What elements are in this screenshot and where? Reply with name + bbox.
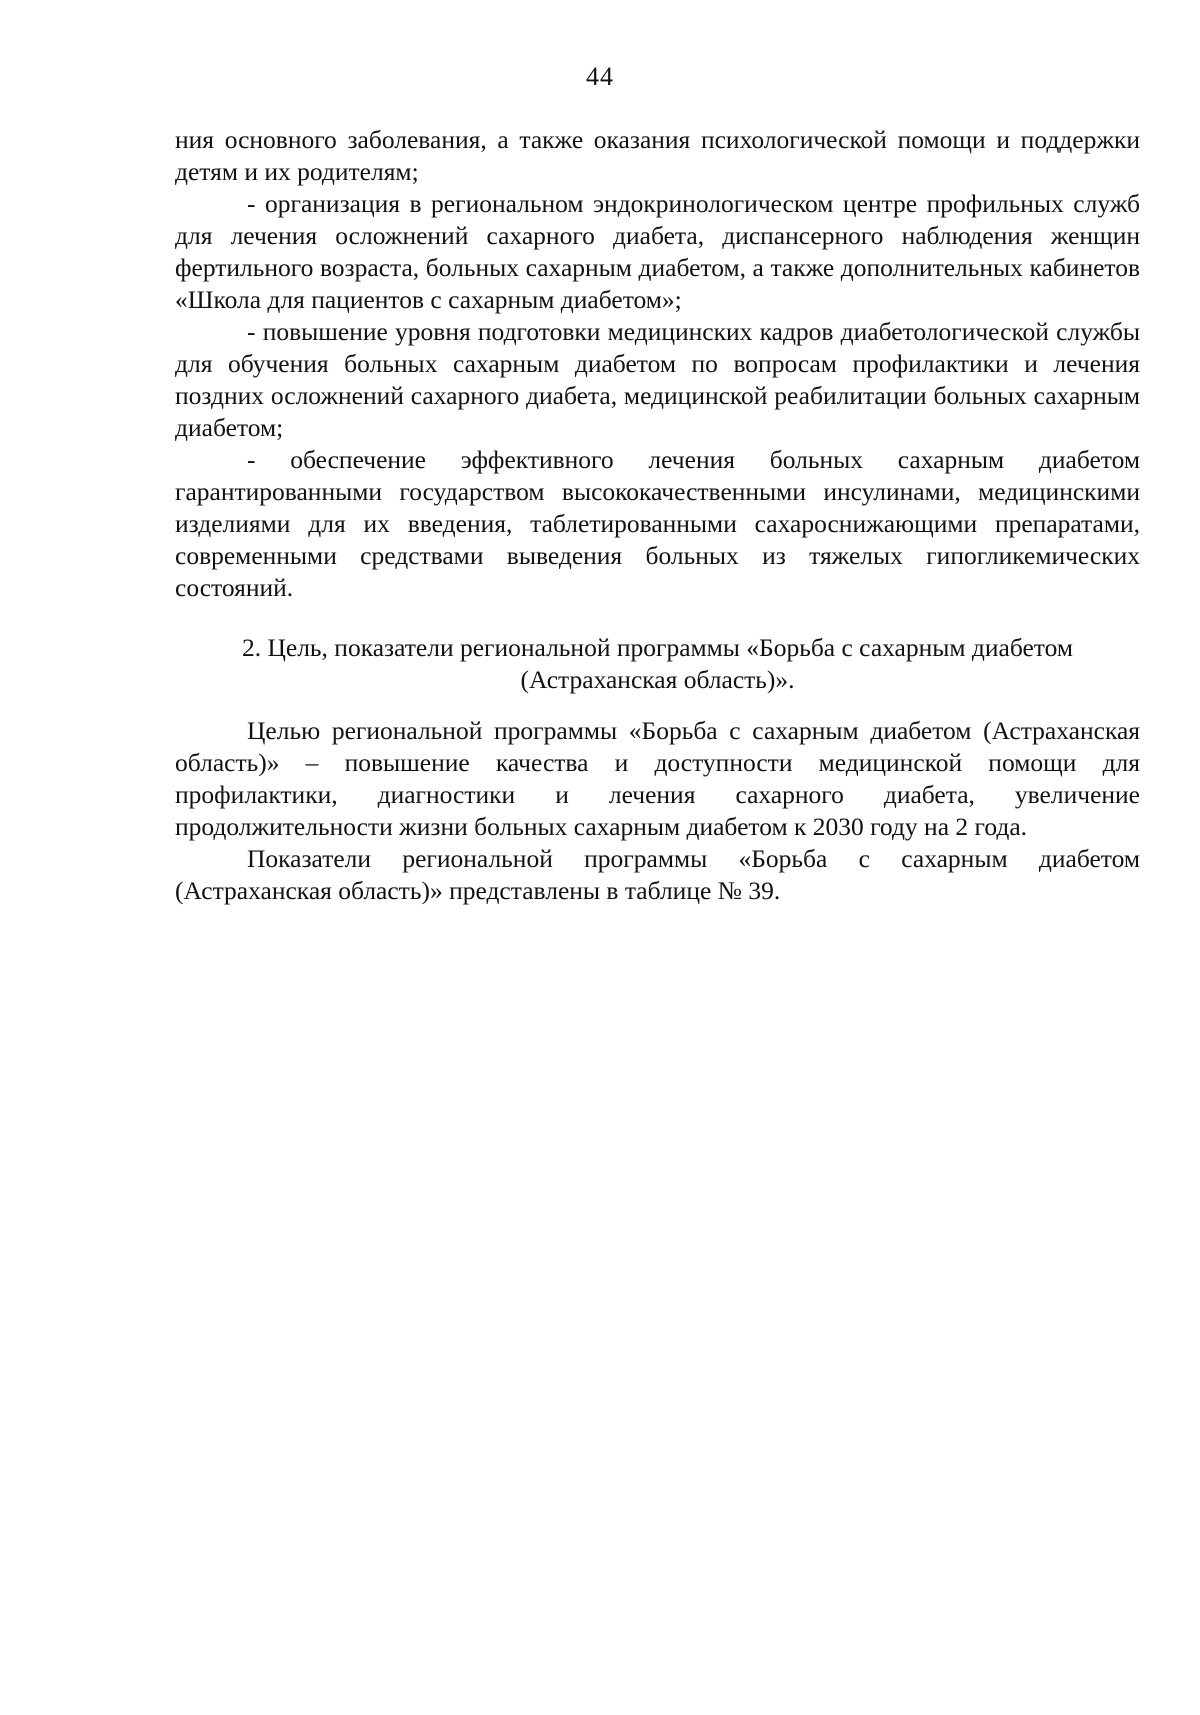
paragraph-goal: Целью региональной программы «Борьба с сахарным диабетом (Астраханская область)» – повышение качества и доступности медицинской помощи для профилактики, диагностики и лечения сахарного диабета, увеличение продолжительности жизни больных сахарным диабетом к 2030 году на 2 года. <box>175 716 1140 841</box>
section-heading <box>175 632 1140 696</box>
paragraph-list-item: - обеспечение эффективного лечения больных сахарным диабетом гарантированными государством высококачественными инсулинами, медицинскими изделиями для их введения, таблетированными сахароснижающими препаратами, современными средствами выведения больных из тяжелых гипогликемических состояний. <box>175 445 1140 602</box>
paragraph-list-item: - организация в региональном эндокринологическом центре профильных служб для лечения осложнений сахарного диабета, диспансерного наблюдения женщин фертильного возраста, больных сахарным диабетом, а также дополнительных кабинетов «Школа для пациентов с сахарным диабетом»; <box>175 189 1140 314</box>
paragraph-continuation: ния основного заболевания, а также оказания психологической помощи и поддержки детям и их родителям; <box>175 125 1140 186</box>
section-heading-line: 2. Цель, показатели региональной программы «Борьба с сахарным диабетом <box>241 633 1074 662</box>
body-text-top <box>175 124 1140 604</box>
body-text-bottom <box>175 715 1140 907</box>
page-number: 44 <box>586 62 614 91</box>
section-heading-line: (Астраханская область)». <box>520 665 795 694</box>
paragraph-indicators: Показатели региональной программы «Борьба с сахарным диабетом (Астраханская область)» представлены в таблице № 39. <box>175 844 1140 905</box>
paragraph-list-item: - повышение уровня подготовки медицинских кадров диабетологической службы для обучения больных сахарным диабетом по вопросам профилактики и лечения поздних осложнений сахарного диабета, медицинской реабилитации больных сахарным диабетом; <box>175 317 1140 442</box>
